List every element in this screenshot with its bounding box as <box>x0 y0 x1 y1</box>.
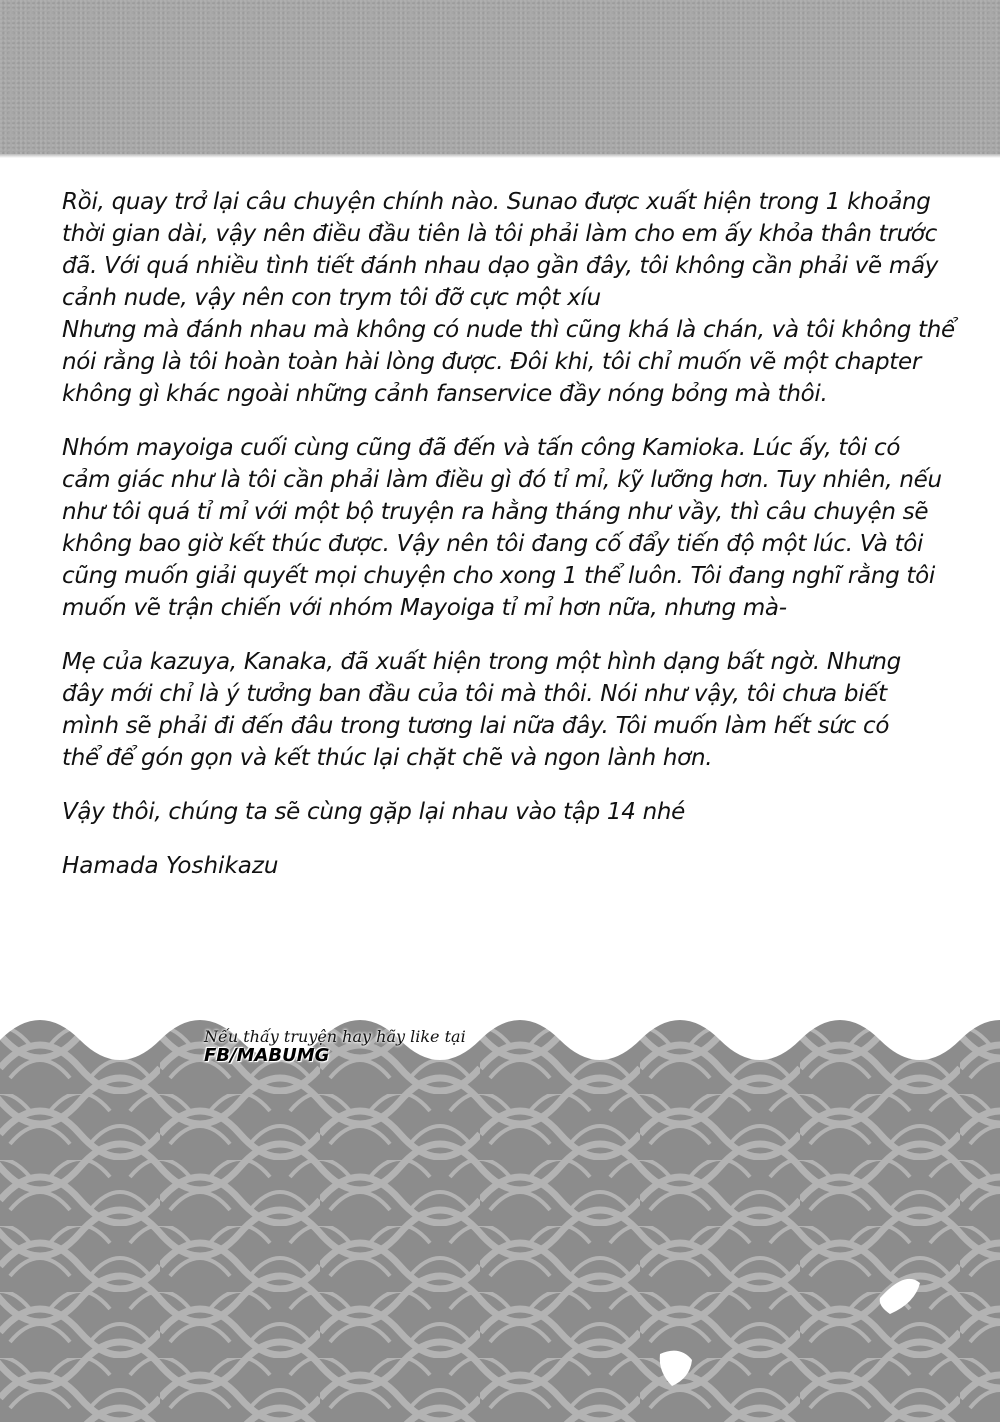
paragraph-4 <box>62 796 972 828</box>
text-line: muốn vẽ trận chiến với nhóm Mayoiga tỉ mỉ hơn nữa, nhưng mà- <box>62 595 787 621</box>
paragraph-2 <box>62 432 972 624</box>
text-line: cảnh nude, vậy nên con trym tôi đỡ cực một xíu <box>62 285 601 311</box>
text-line: nói rằng là tôi hoàn toàn hài lòng được. Đôi khi, tôi chỉ muốn vẽ một chapter <box>62 349 921 375</box>
text-line: cảm giác như là tôi cần phải làm điều gì đó tỉ mỉ, kỹ lưỡng hơn. Tuy nhiên, nếu <box>62 467 942 493</box>
text-line: Vậy thôi, chúng ta sẽ cùng gặp lại nhau vào tập 14 nhé <box>62 799 686 825</box>
credit-handle: FB/MABUMG <box>204 1045 330 1066</box>
text-line: thể để gón gọn và kết thúc lại chặt chẽ và ngon lành hơn. <box>62 745 713 771</box>
author-signature: Hamada Yoshikazu <box>62 853 279 879</box>
text-line: Rồi, quay trở lại câu chuyện chính nào. Sunao được xuất hiện trong 1 khoảng <box>62 189 931 215</box>
paragraph-3 <box>62 646 972 774</box>
credit-message: Nếu thấy truyện hay hãy like tại <box>204 1027 466 1046</box>
text-line: không bao giờ kết thúc được. Vậy nên tôi đang cố đẩy tiến độ một lúc. Và tôi <box>62 531 924 557</box>
scanlation-credit <box>204 1027 466 1066</box>
top-screentone-band <box>0 0 1000 158</box>
text-line: cũng muốn giải quyết mọi chuyện cho xong 1 thể luôn. Tôi đang nghĩ rằng tôi <box>62 563 935 589</box>
text-line: đây mới chỉ là ý tưởng ban đầu của tôi mà thôi. Nói như vậy, tôi chưa biết <box>62 681 887 707</box>
text-line: thời gian dài, vậy nên điều đầu tiên là tôi phải làm cho em ấy khỏa thân trước <box>62 221 937 247</box>
wave-pattern <box>0 1010 1000 1422</box>
paragraph-1 <box>62 186 972 410</box>
text-line: không gì khác ngoài những cảnh fanservice đầy nóng bỏng mà thôi. <box>62 381 828 407</box>
text-line: như tôi quá tỉ mỉ với một bộ truyện ra hằng tháng như vầy, thì câu chuyện sẽ <box>62 499 929 525</box>
text-line: đã. Với quá nhiều tình tiết đánh nhau dạo gần đây, tôi không cần phải vẽ mấy <box>62 253 939 279</box>
text-line: Nhưng mà đánh nhau mà không có nude thì cũng khá là chán, và tôi không thể <box>62 317 955 343</box>
text-line: mình sẽ phải đi đến đâu trong tương lai nữa đây. Tôi muốn làm hết sức có <box>62 713 890 739</box>
text-line: Mẹ của kazuya, Kanaka, đã xuất hiện trong một hình dạng bất ngờ. Nhưng <box>62 649 901 675</box>
text-line: Nhóm mayoiga cuối cùng cũng đã đến và tấn công Kamioka. Lúc ấy, tôi có <box>62 435 901 461</box>
afterword-text <box>62 186 972 882</box>
